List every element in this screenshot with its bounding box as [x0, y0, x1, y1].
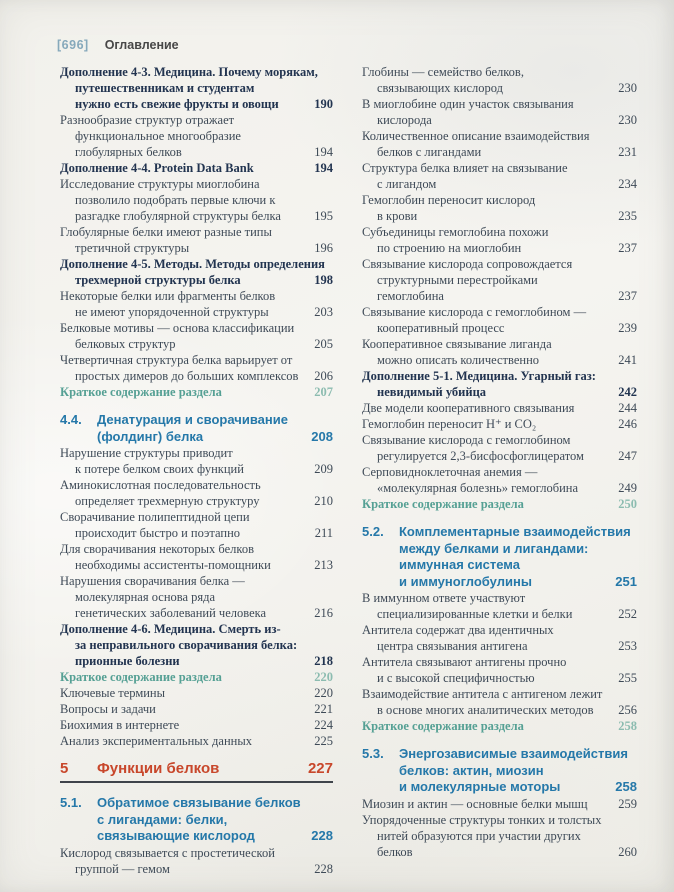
page-number: 260: [618, 844, 637, 859]
toc-entry: [362, 464, 637, 496]
toc-summary-entry: [362, 496, 637, 512]
entry-text: Гемоглобин переносит кислород в крови: [362, 193, 536, 223]
toc-entry: [60, 541, 333, 573]
toc-entry: [362, 128, 637, 160]
page-number: 207: [314, 385, 333, 399]
toc-entry: [362, 812, 637, 860]
entry-text: Глобины — семейство белков, связывающих кислород: [362, 65, 524, 95]
page-number: 210: [314, 494, 333, 508]
entry-text: Связывание кислорода сопровождается структурными перестройками гемоглобина: [362, 257, 573, 303]
toc-entry: [362, 400, 637, 416]
page-number: 190: [314, 97, 333, 111]
toc-entry: [60, 717, 333, 733]
page-number: 203: [314, 305, 333, 319]
page-number: 228: [311, 828, 333, 843]
toc-entry: [362, 686, 637, 718]
entry-text: Две модели кооперативного связывания: [362, 401, 575, 415]
page-number: 196: [314, 241, 333, 255]
page-number: 250: [618, 497, 637, 511]
toc-entry: [362, 336, 637, 368]
page-number: 228: [314, 861, 333, 876]
toc-section-heading: [362, 524, 637, 590]
entry-text: Структура белка влияет на связывание с лигандом: [362, 161, 568, 191]
entry-text: Дополнение 5-1. Медицина. Угарный газ: невидимый убийца: [362, 369, 596, 399]
entry-text: Краткое содержание раздела: [60, 670, 222, 684]
toc-entry: [362, 416, 637, 432]
page-number: 194: [314, 161, 333, 175]
toc-entry: [362, 96, 637, 128]
entry-text: Краткое содержание раздела: [362, 719, 524, 733]
toc-entry: [362, 622, 637, 654]
page-number: 230: [618, 113, 637, 127]
toc-entry: [362, 368, 637, 400]
page-number: 255: [618, 671, 637, 685]
page-number: 258: [615, 779, 637, 794]
page-number: 224: [314, 718, 333, 732]
toc-entry: [60, 621, 333, 669]
section-number: 5.3.: [362, 746, 384, 761]
page-number: 216: [314, 606, 333, 620]
toc-column-left: [60, 64, 333, 877]
page-number: 234: [618, 177, 637, 191]
toc-entry: [362, 590, 637, 622]
page-number: 225: [314, 734, 333, 748]
toc-entry: [362, 64, 637, 96]
entry-text: Серповидноклеточная анемия — «молекулярная болезнь» гемоглобина: [362, 465, 579, 495]
entry-text: Белковые мотивы — основа классификации белковых структур: [60, 321, 295, 351]
toc-chapter-heading: [60, 759, 333, 783]
header-title: Оглавление: [104, 38, 179, 52]
page-number: 227: [307, 760, 333, 777]
page-number: 246: [618, 417, 637, 431]
toc-entry: [60, 701, 333, 717]
entry-text: Денатурация и сворачивание (фолдинг) белка: [97, 412, 288, 444]
toc-summary-entry: [60, 384, 333, 400]
entry-text: Краткое содержание раздела: [60, 385, 222, 399]
entry-text: Комплементарные взаимодействия между белками и лигандами: иммунная система и иммуноглобулины: [399, 524, 631, 589]
entry-text: Функции белков: [97, 760, 220, 777]
toc-entry: [362, 160, 637, 192]
page-number: 252: [618, 607, 637, 621]
toc-entry: [60, 112, 333, 160]
page-number: 230: [618, 81, 637, 95]
page-number: 237: [618, 289, 637, 303]
entry-text: Анализ экспериментальных данных: [60, 734, 252, 748]
entry-text: Исследование структуры миоглобина позволило подобрать первые ключи к разгадке глобулярной структуры белка: [60, 177, 281, 223]
entry-text: Краткое содержание раздела: [362, 497, 524, 511]
entry-text: Нарушение структуры приводит к потере белком своих функций: [60, 446, 244, 476]
page-number: 247: [618, 449, 637, 463]
toc-entry: [60, 685, 333, 701]
toc-summary-entry: [60, 669, 333, 685]
toc-column-right: [362, 64, 637, 860]
page-number: 209: [314, 462, 333, 476]
page-number: 256: [618, 703, 637, 717]
toc-entry: [60, 64, 333, 112]
entry-text: В миоглобине один участок связывания кислорода: [362, 97, 574, 127]
entry-text: Дополнение 4-3. Медицина. Почему морякам, путешественникам и студентам нужно есть свежие фрукты и овощи: [60, 65, 318, 111]
page-number: 239: [618, 321, 637, 335]
entry-text: В иммунном ответе участвуют специализированные клетки и белки: [362, 591, 573, 621]
entry-text: Разнообразие структур отражает функциональное многообразие глобулярных белков: [60, 113, 241, 159]
entry-text: Биохимия в интернете: [60, 718, 180, 732]
toc-entry: [60, 477, 333, 509]
page-number: 205: [314, 337, 333, 351]
page-number: 259: [618, 796, 637, 811]
page-number: 231: [618, 145, 637, 159]
toc-section-heading: [362, 746, 637, 796]
toc-entry: [60, 845, 333, 877]
entry-text: Для сворачивания некоторых белков необходимы ассистенты-помощники: [60, 542, 271, 572]
toc-entry: [362, 796, 637, 812]
page-number: 249: [618, 481, 637, 495]
toc-entry: [60, 509, 333, 541]
toc-entry: [60, 320, 333, 352]
page-number: 242: [618, 385, 637, 399]
entry-text: Обратимое связывание белков с лигандами: белки, связывающие кислород: [97, 795, 301, 843]
toc-entry: [60, 224, 333, 256]
section-number: 4.4.: [60, 412, 82, 427]
page-number: 198: [314, 273, 333, 287]
page-number: 208: [311, 428, 333, 444]
entry-text: Антитела связывают антигены прочно и с высокой специфичностью: [362, 655, 567, 685]
toc-section-heading: [60, 795, 333, 845]
chapter-number: 5: [60, 760, 69, 777]
page-number: 251: [615, 573, 637, 589]
entry-text: Четвертичная структура белка варьирует от простых димеров до больших комплексов: [60, 353, 299, 383]
page-number: 206: [314, 369, 333, 383]
entry-text: Нарушения сворачивания белка — молекулярная основа ряда генетических заболеваний человека: [60, 574, 267, 620]
page-number: 213: [314, 558, 333, 572]
page-number: 237: [618, 241, 637, 255]
toc-entry: [60, 160, 333, 176]
entry-text: Связывание кислорода с гемоглобином — кооперативный процесс: [362, 305, 587, 335]
toc-entry: [362, 654, 637, 686]
page-number: 235: [618, 209, 637, 223]
page-number: 241: [618, 353, 637, 367]
toc-entry: [362, 192, 637, 224]
page-number: 221: [314, 702, 333, 716]
entry-text: Кислород связывается с простетической группой — гемом: [60, 845, 275, 876]
page-number: 195: [314, 209, 333, 223]
toc-entry: [60, 256, 333, 288]
page-number: 194: [314, 145, 333, 159]
entry-text: Кооперативное связывание лиганда можно описать количественно: [362, 337, 552, 367]
entry-text: Аминокислотная последовательность определяет трехмерную структуру: [60, 478, 261, 508]
toc-section-heading: [60, 412, 333, 445]
entry-text: Сворачивание полипептидной цепи происходит быстро и поэтапно: [60, 510, 250, 540]
entry-text: Дополнение 4-6. Медицина. Смерть из- за неправильного сворачивания белка: прионные болезни: [60, 622, 298, 668]
entry-text: Дополнение 4-5. Методы. Методы определения трехмерной структуры белка: [60, 257, 325, 287]
entry-text: Гемоглобин переносит H⁺ и CO₂: [362, 417, 537, 431]
section-number: 5.1.: [60, 795, 82, 810]
entry-text: Ключевые термины: [60, 686, 166, 700]
toc-entry: [362, 256, 637, 304]
section-number: 5.2.: [362, 524, 384, 539]
page-number: 258: [618, 719, 637, 733]
toc-entry: [60, 445, 333, 477]
page-number: 220: [314, 670, 333, 684]
entry-text: Миозин и актин — основные белки мышц: [362, 796, 588, 811]
entry-text: Количественное описание взаимодействия белков с лигандами: [362, 129, 590, 159]
entry-text: Энергозависимые взаимодействия белков: актин, миозин и молекулярные моторы: [399, 746, 628, 794]
entry-text: Дополнение 4-4. Protein Data Bank: [60, 161, 254, 175]
entry-text: Субъединицы гемоглобина похожи по строению на миоглобин: [362, 225, 549, 255]
toc-entry: [60, 176, 333, 224]
page-header: [57, 38, 179, 52]
page-number: 211: [314, 526, 333, 540]
entry-text: Упорядоченные структуры тонких и толстых нитей образуются при участии других белков: [362, 812, 602, 859]
page-number: 244: [618, 401, 637, 415]
entry-text: Некоторые белки или фрагменты белков не имеют упорядоченной структуры: [60, 289, 276, 319]
toc-entry: [60, 573, 333, 621]
toc-entry: [60, 733, 333, 749]
toc-entry: [60, 352, 333, 384]
page-number: 253: [618, 639, 637, 653]
entry-text: Взаимодействие антитела с антигеном лежит в основе многих аналитических методов: [362, 687, 603, 717]
toc-entry: [362, 432, 637, 464]
entry-text: Глобулярные белки имеют разные типы третичной структуры: [60, 225, 272, 255]
entry-text: Антитела содержат два идентичных центра связывания антигена: [362, 623, 554, 653]
entry-text: Вопросы и задачи: [60, 702, 156, 716]
toc-entry: [362, 304, 637, 336]
page-number: 220: [314, 686, 333, 700]
toc-entry: [60, 288, 333, 320]
toc-entry: [362, 224, 637, 256]
entry-text: Связывание кислорода с гемоглобином регулируется 2,3-бисфосфоглицератом: [362, 433, 584, 463]
page-number: 218: [314, 654, 333, 668]
toc-summary-entry: [362, 718, 637, 734]
folio-page-number: [696]: [57, 38, 89, 52]
